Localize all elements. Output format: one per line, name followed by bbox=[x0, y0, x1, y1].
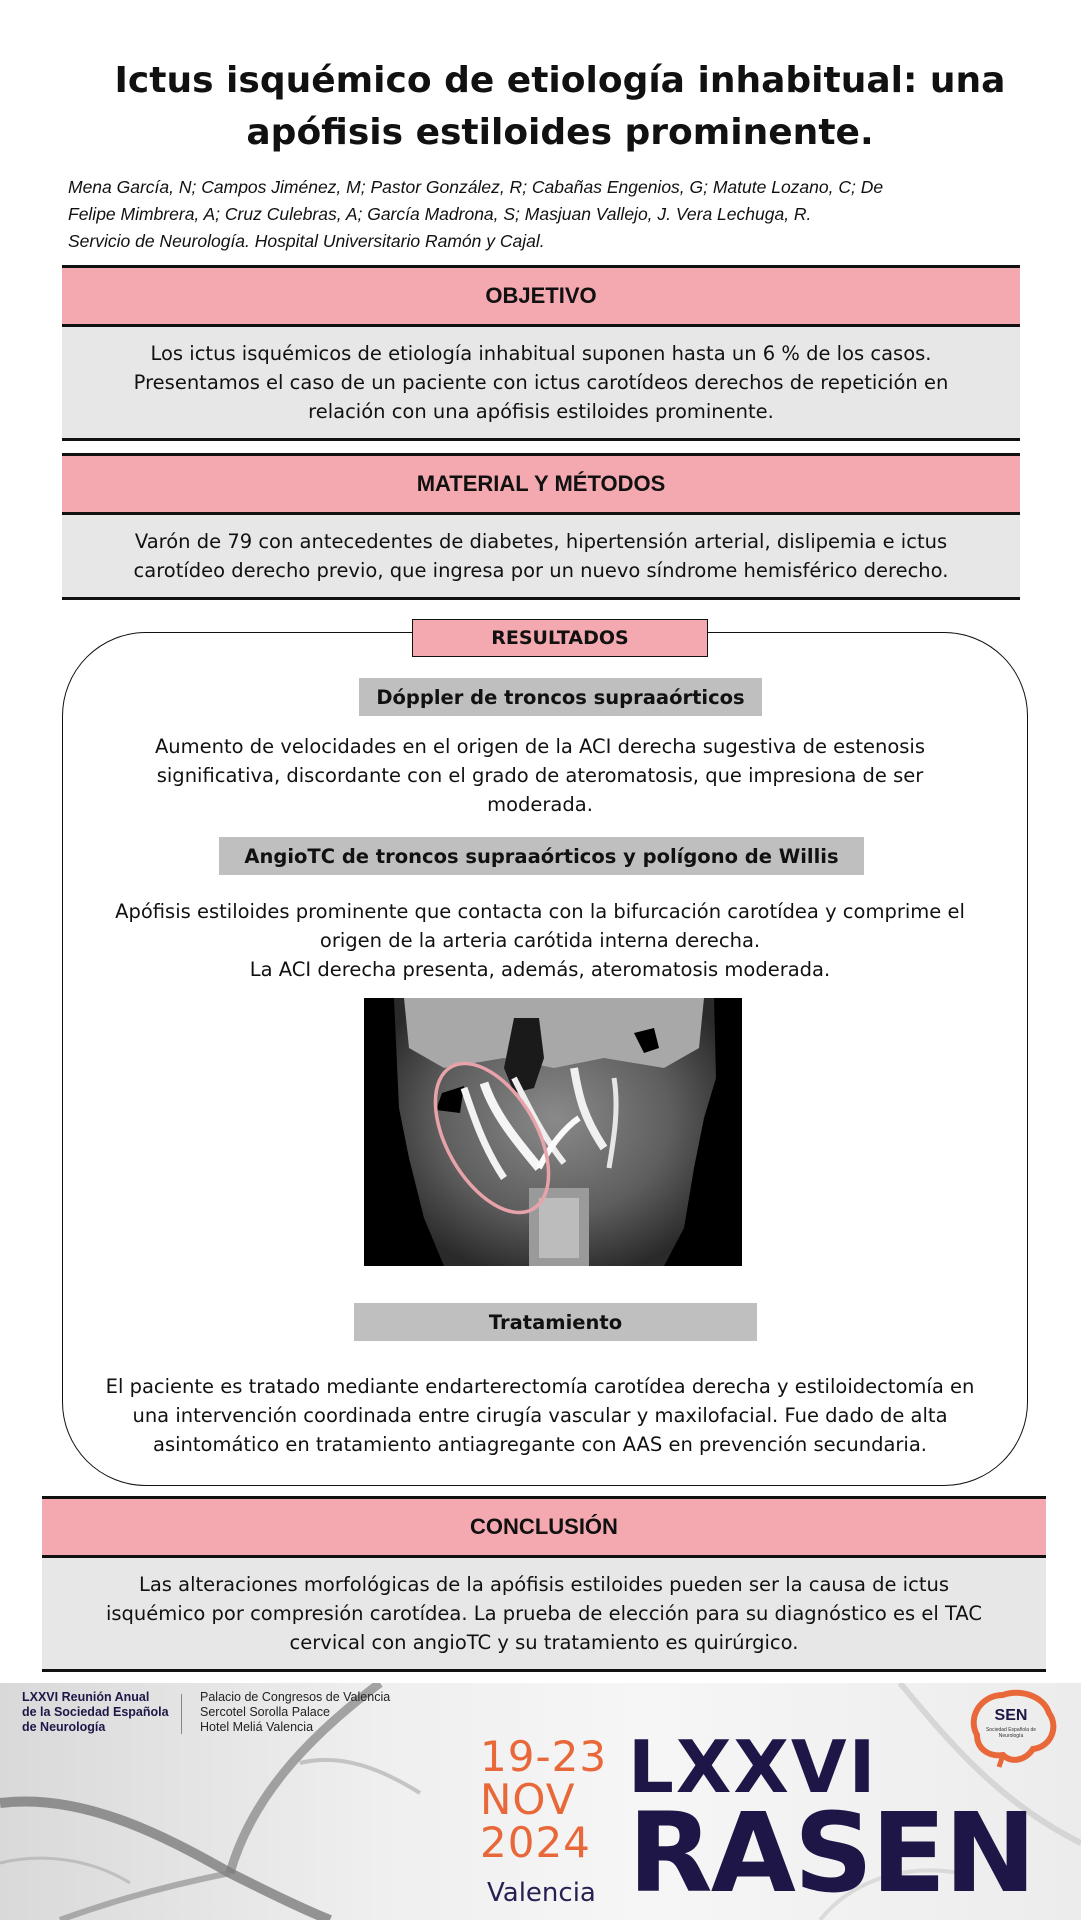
material-line: Varón de 79 con antecedentes de diabetes, hipertensión arterial, dislipemia e ictus bbox=[134, 530, 948, 553]
conclusion-body bbox=[42, 1558, 1046, 1672]
poster-title bbox=[90, 55, 1030, 159]
angio-line: Apófisis estiloides prominente que contacta con la bifurcación carotídea y comprime el bbox=[115, 900, 965, 923]
angio-line: origen de la arteria carótida interna derecha. bbox=[319, 929, 761, 952]
event-name: RASEN bbox=[628, 1789, 1035, 1917]
doppler-line: significativa, discordante con el grado de ateromatosis, que impresiona de ser bbox=[156, 764, 924, 787]
venue-list bbox=[200, 1690, 390, 1735]
sen-logo bbox=[963, 1687, 1059, 1769]
conclusion-line: Las alteraciones morfológicas de la apófisis estiloides pueden ser la causa de ictus bbox=[138, 1573, 949, 1596]
objetivo-line: Presentamos el caso de un paciente con ictus carotídeos derechos de repetición en bbox=[133, 371, 949, 394]
ct-scan-drawing bbox=[364, 998, 742, 1266]
conference-banner bbox=[0, 1683, 1081, 1920]
objetivo-line: relación con una apófisis estiloides prominente. bbox=[308, 400, 774, 423]
objetivo-line: Los ictus isquémicos de etiología inhabitual suponen hasta un 6 % de los casos. bbox=[150, 342, 932, 365]
angio-text bbox=[90, 897, 990, 984]
venue-line: Palacio de Congresos de Valencia bbox=[200, 1690, 391, 1704]
doppler-heading: Dóppler de troncos supraaórticos bbox=[359, 678, 762, 716]
authors-line: Felipe Mimbrera, A; Cruz Culebras, A; García Madrona, S; Masjuan Vallejo, J. Vera Lechuga, R. bbox=[68, 204, 812, 224]
material-body bbox=[62, 515, 1020, 600]
footer-divider bbox=[181, 1694, 182, 1734]
authors-line: Mena García, N; Campos Jiménez, M; Pastor González, R; Cabañas Engenios, G; Matute Lozano, C; De bbox=[68, 177, 884, 197]
ct-angiography-image bbox=[364, 998, 742, 1266]
event-edition: LXXVI bbox=[628, 1725, 878, 1809]
tratamiento-heading: Tratamiento bbox=[354, 1303, 757, 1341]
meeting-name bbox=[22, 1690, 169, 1735]
authors-block bbox=[68, 174, 968, 255]
affiliation-line: Servicio de Neurología. Hospital Universitario Ramón y Cajal. bbox=[68, 231, 545, 251]
dates-line: 2024 bbox=[480, 1818, 591, 1867]
sen-logo-text: SEN bbox=[994, 1707, 1028, 1724]
material-line: carotídeo derecho previo, que ingresa por un nuevo síndrome hemisférico derecho. bbox=[133, 559, 949, 582]
title-line: apófisis estiloides prominente. bbox=[246, 112, 874, 153]
objetivo-body bbox=[62, 327, 1020, 441]
venue-line: Hotel Meliá Valencia bbox=[200, 1720, 314, 1734]
dates-line: NOV bbox=[480, 1775, 576, 1824]
venue-line: Sercotel Sorolla Palace bbox=[200, 1705, 330, 1719]
doppler-line: Aumento de velocidades en el origen de la ACI derecha sugestiva de estenosis bbox=[154, 735, 926, 758]
tratamiento-line: una intervención coordinada entre cirugía vascular y maxilofacial. Fue dado de alta bbox=[132, 1404, 948, 1427]
meeting-line: de la Sociedad Española bbox=[22, 1705, 169, 1719]
tratamiento-line: asintomático en tratamiento antiagregante con AAS en prevención secundaria. bbox=[153, 1433, 927, 1456]
event-city: Valencia bbox=[487, 1878, 596, 1908]
doppler-line: moderada. bbox=[487, 793, 593, 816]
resultados-heading: RESULTADOS bbox=[412, 619, 708, 657]
conclusion-line: cervical con angioTC y su tratamiento es quirúrgico. bbox=[289, 1631, 799, 1654]
tratamiento-text bbox=[90, 1372, 990, 1459]
angio-heading: AngioTC de troncos supraaórticos y polígono de Willis bbox=[219, 837, 864, 875]
conclusion-line: isquémico por compresión carotídea. La prueba de elección para su diagnóstico es el TAC bbox=[105, 1602, 983, 1625]
conclusion-heading: CONCLUSIÓN bbox=[42, 1496, 1046, 1558]
doppler-text bbox=[100, 732, 980, 819]
angio-line: La ACI derecha presenta, además, ateromatosis moderada. bbox=[249, 958, 831, 981]
material-heading: MATERIAL Y MÉTODOS bbox=[62, 453, 1020, 515]
objetivo-heading: OBJETIVO bbox=[62, 265, 1020, 327]
title-line: Ictus isquémico de etiología inhabitual: una bbox=[114, 60, 1006, 101]
meeting-line: de Neurología bbox=[22, 1720, 106, 1734]
tratamiento-line: El paciente es tratado mediante endarterectomía carotídea derecha y estiloidectomía en bbox=[105, 1375, 975, 1398]
sen-logo-subtext: Sociedad Española de Neurología bbox=[985, 1727, 1037, 1739]
event-dates bbox=[480, 1732, 608, 1867]
meeting-line: LXXVI Reunión Anual bbox=[22, 1690, 150, 1704]
dates-line: 19-23 bbox=[480, 1732, 608, 1781]
